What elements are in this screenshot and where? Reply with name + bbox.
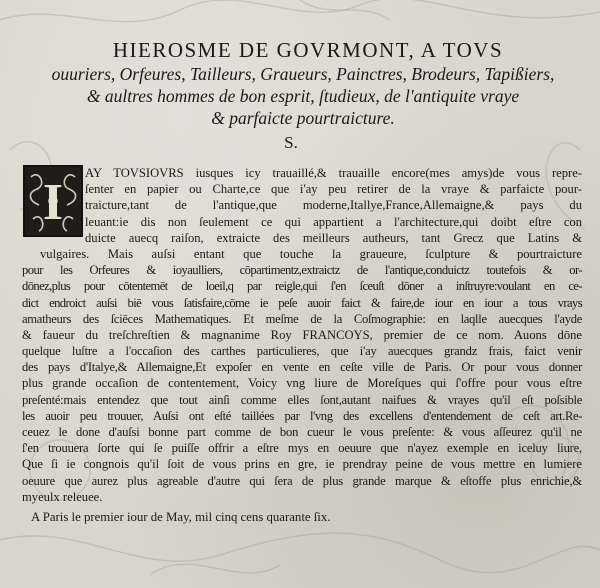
body-line: amatheurs des ſciēces Mathematiques. Et meſme de la Coſmographie: en laqlle auecques l'ayde (22, 311, 582, 326)
body-line: & faueur du treſchreſtien & magnanime Roy FRANCOYS, premier de ce nom. Auons dōne (22, 327, 582, 342)
body-line: myeulx releuee. (22, 489, 103, 504)
body-line: ſenter en papier ou Charte,ce que i'ay peu retirer de la vraye & parfaicte pour- (85, 182, 582, 197)
body-line: quelque luſtre a l'occaſion des carthes particulieres, que i'ay auecques grandz frais, faict venir (22, 344, 582, 359)
body-line: ceuez le done d'auſsi bonne part comme de bon cueur le vous preſente: & vous aſſeurez qu'il ne (22, 425, 582, 439)
body-line: ſ'en trouuera ſorte qui ſe puiſſe offrir a eſtre mys en oeuure que n'ayez exemple en iceluy liure, (22, 441, 582, 456)
section-mark: S. (284, 133, 298, 152)
body-line: traicture,tant de l'antique,que moderne,Itallye,France,Allemaigne,& pays du (85, 198, 582, 213)
subtitle-line-3: & parfaicte pourtraicture. (211, 108, 395, 128)
closing-line: A Paris le premier iour de May, mil cinq cens quarante ſix. (31, 510, 331, 524)
body-line: dōnez,plus pour cōtentemēt de loeil,q par reigle,qui ſ'en ſceuſt dōner a inſtruyre:voulant en ce- (22, 279, 582, 294)
body-line: oeuure que aurez plus agreable d'autre qui ſera de plus grande marque & eſtoffe plus enrichie,& (22, 473, 582, 488)
body-line: AY TOVSIOVRS iusques icy trauaillé,& trauaille encore(mes amys)de vous repre- (85, 166, 582, 180)
body-text (22, 165, 582, 505)
body-line: vulgaires. Mais auſsi entant que touche la graueure, ſculpture & pourtraicture (40, 246, 582, 261)
body-line: Que ſi ie congnois qu'il ſoit de vous prins en gre, ie prendray peine de vous mettre en lumiere (22, 457, 582, 472)
initial-ornament-icon (25, 167, 81, 235)
body-line: duicte auecq raiſon, extraicte des meilleurs autheurs, tant Grecz que Latins & (85, 230, 582, 245)
subtitle-line-2: & aultres hommes de bon esprit, ſtudieux, de l'antiquite vraye (86, 86, 520, 106)
decorated-initial (23, 165, 83, 237)
body-line: des pays d'Italye,& Allemaigne,Et expoſer en vente en ceſte ville de Paris. Or pour vous donner (22, 360, 582, 375)
body-line: preſenté:mais entendez que tout ainſi comme elles ſont,autant naifues & vrayes qu'il eſt poſsible (22, 392, 582, 407)
body-line: dict endroict auſsi biē vous ſatisfaire,cōme ie peſe auoir faict & faire,de iour en iour a tous vrays (22, 295, 582, 310)
body-line: pour les Orfeures & ioyaulliers, cōpartimentz,extraictz de l'antique,conduictz toutefois & or- (22, 263, 582, 278)
body-line: plus grande occaſion de contentement, Voicy vng liure de Moreſques qui ſ'offre pour vous eſtre (22, 376, 582, 391)
subtitle-line-1: ouuriers, Orfeures, Tailleurs, Graueurs, Painctres, Brodeurs, Tapißiers, (51, 64, 555, 84)
body-line: leuant:ie dis non ſeulement ce qui appartient a l'architecture,qui doibt eſtre con (85, 214, 582, 229)
document-title: HIEROSME DE GOVRMONT, A TOVS (112, 38, 504, 62)
initial-letter: I (42, 174, 64, 231)
body-line: les auoir peu trouuer, Auſsi ont eſté taillées par l'vng des excellens d'entendement de ceſt art.Re- (22, 408, 582, 423)
